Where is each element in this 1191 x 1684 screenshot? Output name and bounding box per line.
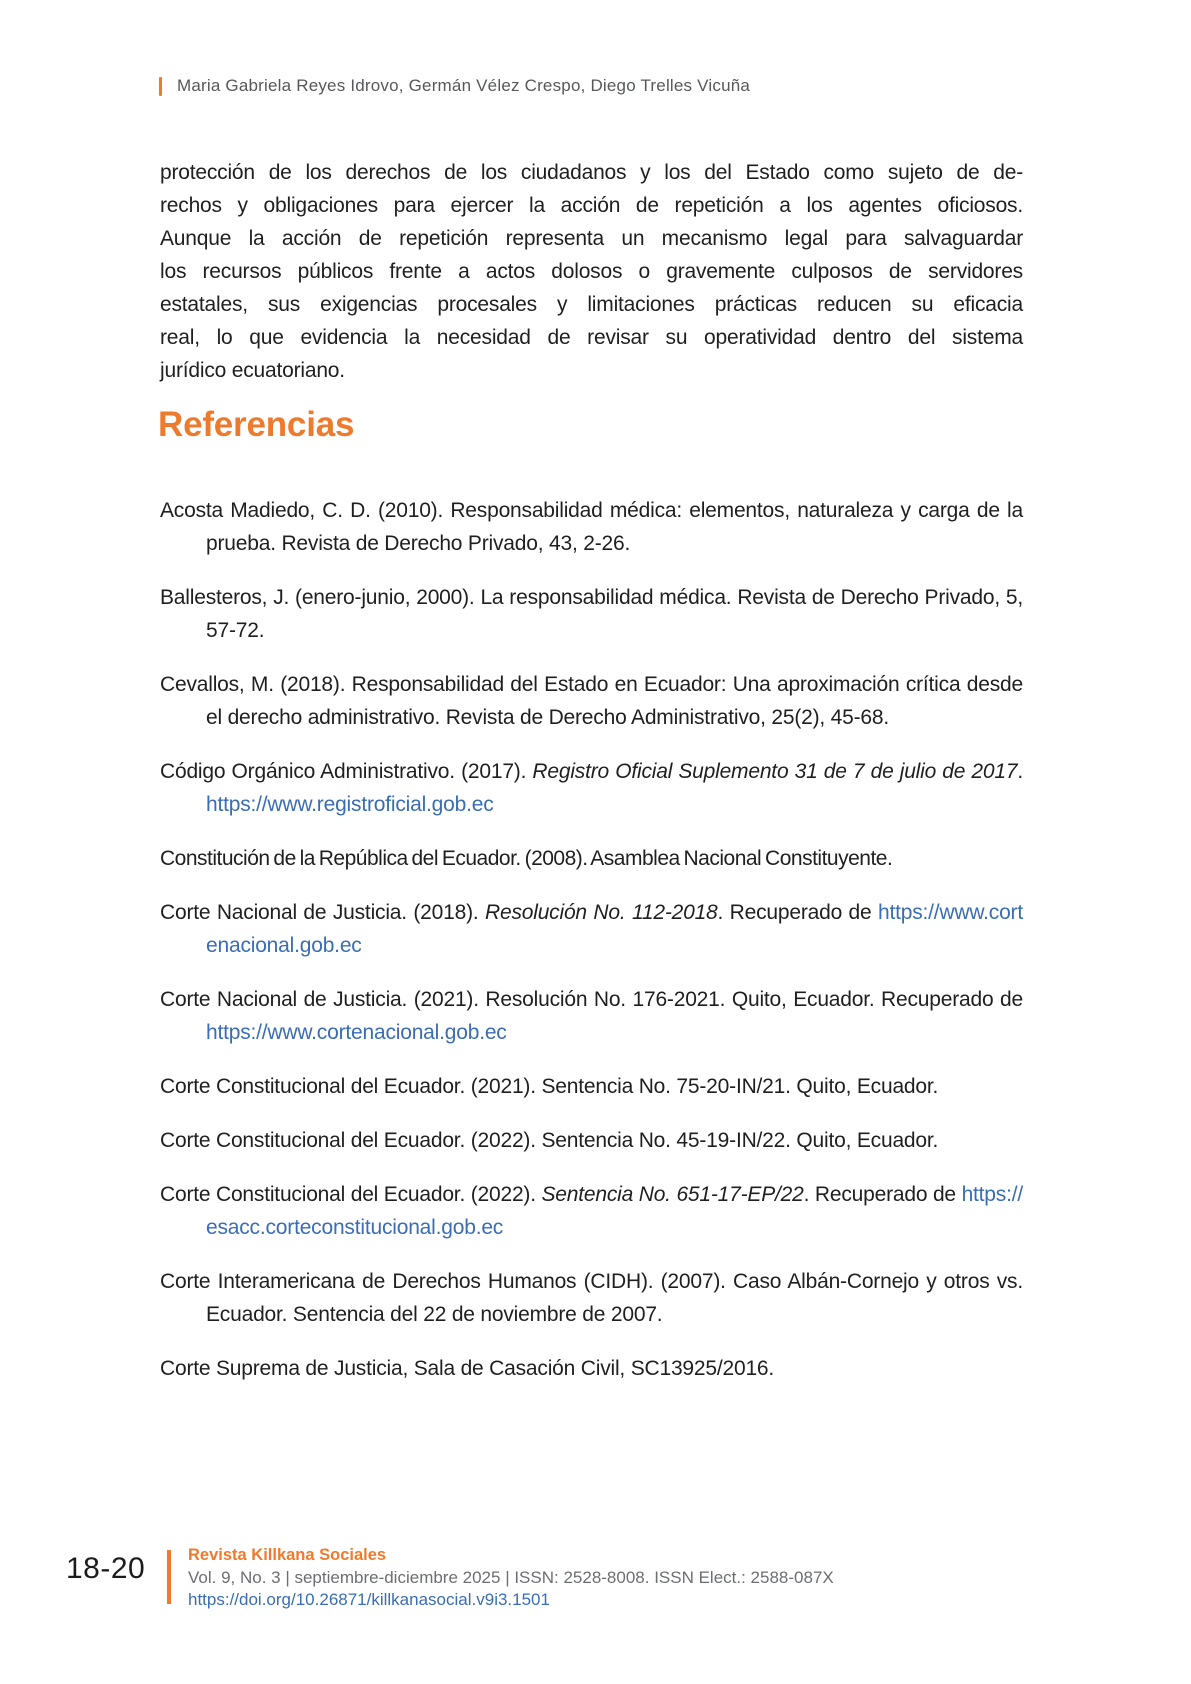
reference-item (160, 1124, 1023, 1157)
reference-text: Corte Interamericana de Derechos Humanos (CIDH). (2007). Caso Albán-Cornejo y otros vs. Ecuador. Sentencia del 22 de noviembre de 2007. (160, 1270, 1023, 1326)
reference-text: Cevallos, M. (2018). Responsabilidad del Estado en Ecuador: Una aproximación crítica desde el derecho administrativo. Revista de Derecho Administrativo, 25(2), 45-68. (160, 673, 1023, 729)
reference-text: Constitución de la República del Ecuador. (2008). Asamblea Nacional Constituyente. (160, 847, 893, 870)
reference-item (160, 755, 1023, 821)
doi-link[interactable]: https://doi.org/10.26871/killkanasocial.v9i3.1501 (188, 1590, 550, 1609)
reference-text: . (1017, 760, 1023, 783)
reference-link[interactable]: https://esacc.corteconstitucional.gob.ec (206, 1183, 1023, 1239)
reference-text: Corte Suprema de Justicia, Sala de Casación Civil, SC13925/2016. (160, 1357, 775, 1380)
reference-item (160, 668, 1023, 734)
reference-item (160, 896, 1023, 962)
paragraph-line: rechos y obligaciones para ejercer la acción de repetición a los agentes oficiosos. (160, 194, 1023, 217)
paragraph-line: real, lo que evidencia la necesidad de revisar su operatividad dentro del sistema (160, 326, 1023, 349)
journal-name: Revista Killkana Sociales (188, 1546, 387, 1564)
reference-text: . Recuperado de (717, 901, 878, 924)
paragraph-line: estatales, sus exigencias procesales y limitaciones prácticas reducen su eficacia (160, 293, 1023, 316)
reference-item (160, 1265, 1023, 1331)
reference-text: Sentencia No. 651-17-EP/22 (541, 1183, 804, 1206)
reference-item (160, 1178, 1023, 1244)
references-list (160, 494, 1023, 1385)
reference-text: Corte Constitucional del Ecuador. (2021). Sentencia No. 75-20-IN/21. Quito, Ecuador. (160, 1075, 939, 1098)
page-header (159, 76, 750, 96)
reference-link[interactable]: https://www.registroficial.gob.ec (206, 793, 494, 816)
paragraph-line: protección de los derechos de los ciudadanos y los del Estado como sujeto de de- (160, 161, 1023, 184)
footer-accent-bar-icon (167, 1550, 171, 1604)
running-head-authors: Maria Gabriela Reyes Idrovo, Germán Vélez Crespo, Diego Trelles Vicuña (177, 76, 751, 95)
reference-link[interactable]: https://www.cortenacional.gob.ec (206, 1021, 507, 1044)
paragraph-line: los recursos públicos frente a actos dolosos o gravemente culposos de servidores (160, 260, 1023, 283)
reference-text: Código Orgánico Administrativo. (2017). (160, 760, 533, 783)
reference-text: Corte Constitucional del Ecuador. (2022). Sentencia No. 45-19-IN/22. Quito, Ecuador. (160, 1129, 939, 1152)
reference-item (160, 494, 1023, 560)
reference-text: Corte Nacional de Justicia. (2021). Resolución No. 176-2021. Quito, Ecuador. Recuperado de (160, 988, 1023, 1011)
reference-text: Registro Oficial Suplemento 31 de 7 de julio de 2017 (532, 760, 1018, 783)
reference-text: Corte Nacional de Justicia. (2018). (160, 901, 486, 924)
reference-text: . Recuperado de (803, 1183, 962, 1206)
reference-text: Corte Constitucional del Ecuador. (2022). (160, 1183, 542, 1206)
paragraph-line: Aunque la acción de repetición representa un mecanismo legal para salvaguardar (160, 227, 1023, 250)
reference-item (160, 581, 1023, 647)
footer-info-block (188, 1545, 1008, 1610)
page-number: 18-20 (66, 1552, 146, 1585)
header-accent-bar-icon (159, 77, 162, 96)
reference-link[interactable]: https://www.cortenacional.gob.ec (206, 901, 1023, 957)
reference-item (160, 842, 1023, 875)
intro-paragraph (160, 156, 1023, 387)
paragraph-line: jurídico ecuatoriano. (160, 359, 345, 382)
reference-text: Resolución No. 112-2018 (485, 901, 718, 924)
section-title-referencias: Referencias (158, 405, 355, 444)
reference-item (160, 983, 1023, 1049)
reference-item (160, 1352, 1023, 1385)
reference-text: Acosta Madiedo, C. D. (2010). Responsabilidad médica: elementos, naturaleza y carga de la prueba. Revista de Derecho Privado, 43, 2-26. (160, 499, 1023, 555)
reference-text: Ballesteros, J. (enero-junio, 2000). La responsabilidad médica. Revista de Derecho Privado, 5, 57-72. (160, 586, 1023, 642)
reference-item (160, 1070, 1023, 1103)
issue-info: Vol. 9, No. 3 | septiembre-diciembre 2025 | ISSN: 2528-8008. ISSN Elect.: 2588-087X (188, 1568, 834, 1587)
